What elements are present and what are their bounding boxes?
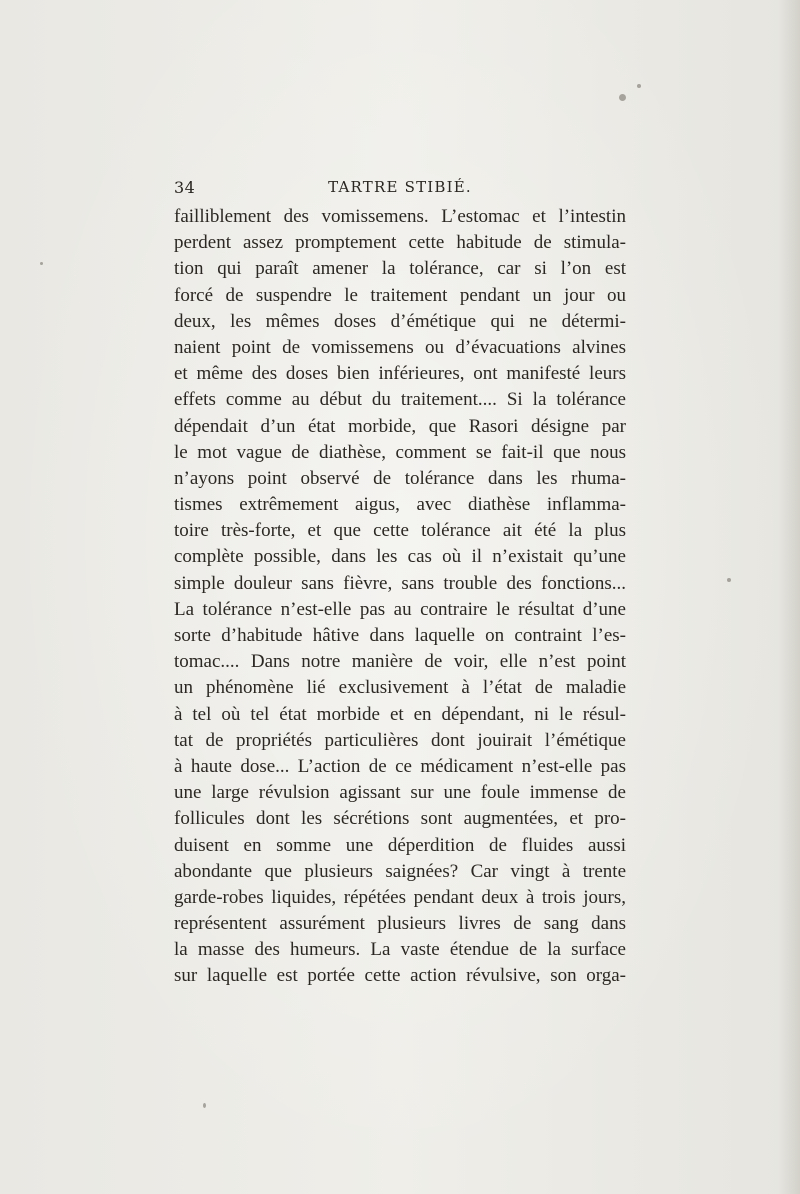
text-line: à haute dose... L’action de ce médicament n’est-elle pas bbox=[174, 755, 626, 777]
text-line: sur laquelle est portée cette action révulsive, son orga- bbox=[174, 965, 626, 987]
text-line: une large révulsion agissant sur une foule immense de bbox=[174, 782, 626, 804]
text-line: à tel où tel état morbide et en dépendant, ni le résul- bbox=[174, 703, 626, 725]
text-line: sorte d’habitude hâtive dans laquelle on contraint l’es- bbox=[174, 625, 626, 646]
text-line: le mot vague de diathèse, comment se fait-il que nous bbox=[174, 441, 626, 463]
text-line: tismes extrêmement aigus, avec diathèse inflamma- bbox=[174, 494, 626, 516]
text-line: un phénomène lié exclusivement à l’état de maladie bbox=[174, 677, 626, 699]
text-line: garde-robes liquides, répétées pendant deux à trois jours, bbox=[174, 886, 626, 908]
text-line: n’ayons point observé de tolérance dans les rhuma- bbox=[174, 467, 626, 489]
text-line: follicules dont les sécrétions sont augmentées, et pro- bbox=[174, 808, 626, 830]
text-line: perdent assez promptement cette habitude de stimula- bbox=[174, 232, 626, 254]
text-line: et même des doses bien inférieures, ont manifesté leurs bbox=[174, 363, 626, 385]
paper-speck bbox=[40, 262, 43, 265]
body-text bbox=[174, 204, 626, 990]
text-line: La tolérance n’est-elle pas au contraire le résultat d’une bbox=[174, 598, 626, 620]
text-line: simple douleur sans fièvre, sans trouble des fonctions... bbox=[174, 572, 626, 594]
text-line: tat de propriétés particulières dont jouirait l’émétique bbox=[174, 729, 626, 751]
text-line: forcé de suspendre le traitement pendant un jour ou bbox=[174, 284, 626, 306]
running-title: TARTRE STIBIÉ. bbox=[328, 178, 472, 196]
text-line: représentent assurément plusieurs livres de sang dans bbox=[174, 913, 626, 935]
paper-speck bbox=[619, 94, 626, 101]
text-line: naient point de vomissemens ou d’évacuations alvines bbox=[174, 336, 626, 358]
text-line: tion qui paraît amener la tolérance, car si l’on est bbox=[174, 258, 626, 280]
paper-speck bbox=[637, 84, 641, 88]
text-line: failliblement des vomissemens. L’estomac et l’intestin bbox=[174, 206, 626, 227]
text-line: complète possible, dans les cas où il n’existait qu’une bbox=[174, 546, 626, 568]
text-line: dépendait d’un état morbide, que Rasori désigne par bbox=[174, 415, 626, 437]
text-line: effets comme au début du traitement.... Si la tolérance bbox=[174, 389, 626, 411]
page-number: 34 bbox=[174, 178, 196, 197]
text-line: tomac.... Dans notre manière de voir, elle n’est point bbox=[174, 651, 626, 673]
page-edge-shadow bbox=[778, 0, 800, 1194]
text-line: toire très-forte, et que cette tolérance ait été la plus bbox=[174, 520, 626, 542]
text-line: deux, les mêmes doses d’émétique qui ne détermi- bbox=[174, 310, 626, 332]
paper-speck bbox=[727, 578, 731, 582]
text-line: la masse des humeurs. La vaste étendue de la surface bbox=[174, 939, 626, 961]
page-header bbox=[174, 178, 626, 200]
text-line: duisent en somme une déperdition de fluides aussi bbox=[174, 834, 626, 856]
text-line: abondante que plusieurs saignées? Car vingt à trente bbox=[174, 860, 626, 882]
paper-speck bbox=[203, 1103, 206, 1108]
